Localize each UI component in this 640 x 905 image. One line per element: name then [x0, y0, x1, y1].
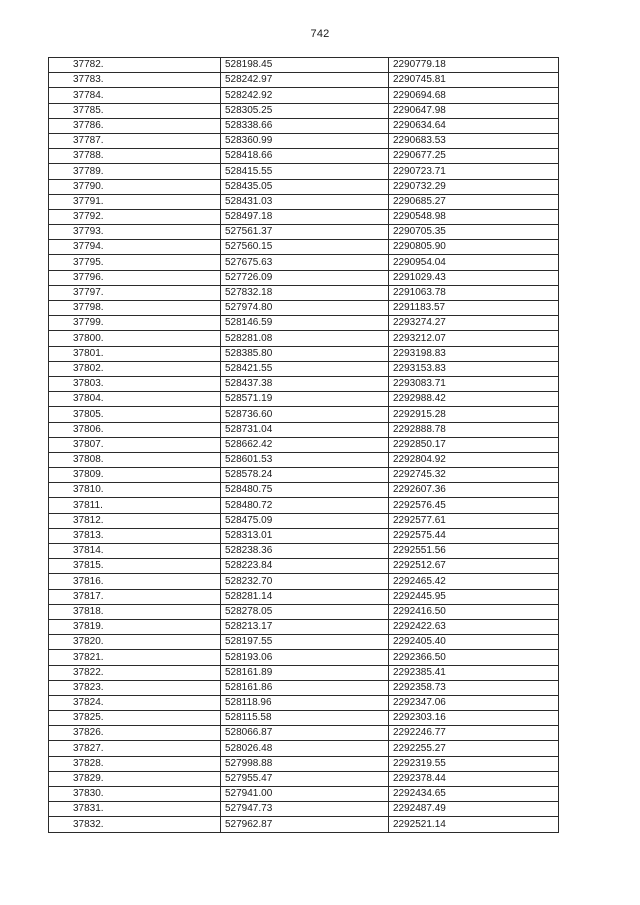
y-coordinate-cell: 2291183.57	[389, 301, 559, 316]
y-coordinate-cell: 2290954.04	[389, 255, 559, 270]
point-number-cell: 37783.	[49, 73, 221, 88]
y-coordinate-cell: 2290705.35	[389, 225, 559, 240]
x-coordinate-cell: 528223.84	[221, 559, 389, 574]
x-coordinate-cell: 527675.63	[221, 255, 389, 270]
x-coordinate-cell: 527962.87	[221, 817, 389, 832]
x-coordinate-cell: 528415.55	[221, 164, 389, 179]
y-coordinate-cell: 2292445.95	[389, 589, 559, 604]
y-coordinate-cell: 2292804.92	[389, 452, 559, 467]
table-row	[49, 468, 559, 483]
point-number-cell: 37800.	[49, 331, 221, 346]
table-row	[49, 771, 559, 786]
table-row	[49, 149, 559, 164]
point-number-cell: 37795.	[49, 255, 221, 270]
table-row	[49, 802, 559, 817]
point-number-cell: 37830.	[49, 787, 221, 802]
x-coordinate-cell: 528421.55	[221, 361, 389, 376]
point-number-cell: 37806.	[49, 422, 221, 437]
y-coordinate-cell: 2292745.32	[389, 468, 559, 483]
x-coordinate-cell: 528161.89	[221, 665, 389, 680]
x-coordinate-cell: 527560.15	[221, 240, 389, 255]
table-row	[49, 164, 559, 179]
table-row	[49, 665, 559, 680]
point-number-cell: 37803.	[49, 376, 221, 391]
x-coordinate-cell: 528578.24	[221, 468, 389, 483]
y-coordinate-cell: 2292378.44	[389, 771, 559, 786]
y-coordinate-cell: 2292487.49	[389, 802, 559, 817]
point-number-cell: 37811.	[49, 498, 221, 513]
point-number-cell: 37829.	[49, 771, 221, 786]
x-coordinate-cell: 528731.04	[221, 422, 389, 437]
point-number-cell: 37819.	[49, 619, 221, 634]
y-coordinate-cell: 2290683.53	[389, 133, 559, 148]
y-coordinate-cell: 2293153.83	[389, 361, 559, 376]
x-coordinate-cell: 528571.19	[221, 392, 389, 407]
table-row	[49, 73, 559, 88]
y-coordinate-cell: 2290723.71	[389, 164, 559, 179]
y-coordinate-cell: 2290677.25	[389, 149, 559, 164]
x-coordinate-cell: 528437.38	[221, 376, 389, 391]
table-row	[49, 619, 559, 634]
y-coordinate-cell: 2290685.27	[389, 194, 559, 209]
point-number-cell: 37807.	[49, 437, 221, 452]
table-row	[49, 88, 559, 103]
x-coordinate-cell: 527974.80	[221, 301, 389, 316]
y-coordinate-cell: 2293198.83	[389, 346, 559, 361]
y-coordinate-cell: 2292405.40	[389, 635, 559, 650]
point-number-cell: 37812.	[49, 513, 221, 528]
y-coordinate-cell: 2292246.77	[389, 726, 559, 741]
y-coordinate-cell: 2290548.98	[389, 209, 559, 224]
x-coordinate-cell: 527998.88	[221, 756, 389, 771]
x-coordinate-cell: 528146.59	[221, 316, 389, 331]
y-coordinate-cell: 2290694.68	[389, 88, 559, 103]
point-number-cell: 37789.	[49, 164, 221, 179]
point-number-cell: 37814.	[49, 544, 221, 559]
point-number-cell: 37801.	[49, 346, 221, 361]
table-row	[49, 635, 559, 650]
y-coordinate-cell: 2292521.14	[389, 817, 559, 832]
y-coordinate-cell: 2290745.81	[389, 73, 559, 88]
x-coordinate-cell: 528278.05	[221, 604, 389, 619]
point-number-cell: 37793.	[49, 225, 221, 240]
point-number-cell: 37792.	[49, 209, 221, 224]
y-coordinate-cell: 2292575.44	[389, 528, 559, 543]
table-row	[49, 194, 559, 209]
coordinates-table	[48, 57, 559, 833]
x-coordinate-cell: 528418.66	[221, 149, 389, 164]
y-coordinate-cell: 2291029.43	[389, 270, 559, 285]
point-number-cell: 37808.	[49, 452, 221, 467]
y-coordinate-cell: 2292319.55	[389, 756, 559, 771]
x-coordinate-cell: 528480.72	[221, 498, 389, 513]
y-coordinate-cell: 2293274.27	[389, 316, 559, 331]
point-number-cell: 37785.	[49, 103, 221, 118]
table-row	[49, 437, 559, 452]
table-row	[49, 133, 559, 148]
y-coordinate-cell: 2292915.28	[389, 407, 559, 422]
x-coordinate-cell: 528736.60	[221, 407, 389, 422]
y-coordinate-cell: 2292347.06	[389, 695, 559, 710]
x-coordinate-cell: 528242.92	[221, 88, 389, 103]
table-row	[49, 376, 559, 391]
x-coordinate-cell: 528026.48	[221, 741, 389, 756]
x-coordinate-cell: 528497.18	[221, 209, 389, 224]
table-row	[49, 756, 559, 771]
y-coordinate-cell: 2292577.61	[389, 513, 559, 528]
x-coordinate-cell: 527726.09	[221, 270, 389, 285]
point-number-cell: 37832.	[49, 817, 221, 832]
point-number-cell: 37818.	[49, 604, 221, 619]
x-coordinate-cell: 528305.25	[221, 103, 389, 118]
table-row	[49, 240, 559, 255]
y-coordinate-cell: 2292385.41	[389, 665, 559, 680]
y-coordinate-cell: 2290805.90	[389, 240, 559, 255]
point-number-cell: 37782.	[49, 58, 221, 73]
table-row	[49, 118, 559, 133]
x-coordinate-cell: 528115.58	[221, 711, 389, 726]
x-coordinate-cell: 527561.37	[221, 225, 389, 240]
y-coordinate-cell: 2292512.67	[389, 559, 559, 574]
x-coordinate-cell: 528161.86	[221, 680, 389, 695]
x-coordinate-cell: 528193.06	[221, 650, 389, 665]
table-row	[49, 589, 559, 604]
table-row	[49, 498, 559, 513]
table-row	[49, 209, 559, 224]
y-coordinate-cell: 2292303.16	[389, 711, 559, 726]
x-coordinate-cell: 528242.97	[221, 73, 389, 88]
x-coordinate-cell: 528118.96	[221, 695, 389, 710]
x-coordinate-cell: 527955.47	[221, 771, 389, 786]
y-coordinate-cell: 2290634.64	[389, 118, 559, 133]
table-row	[49, 407, 559, 422]
page-number: 742	[310, 28, 330, 40]
x-coordinate-cell: 528475.09	[221, 513, 389, 528]
y-coordinate-cell: 2292576.45	[389, 498, 559, 513]
point-number-cell: 37826.	[49, 726, 221, 741]
point-number-cell: 37822.	[49, 665, 221, 680]
point-number-cell: 37799.	[49, 316, 221, 331]
y-coordinate-cell: 2292551.56	[389, 544, 559, 559]
table-row	[49, 285, 559, 300]
y-coordinate-cell: 2292850.17	[389, 437, 559, 452]
coordinates-table-body	[49, 58, 559, 833]
y-coordinate-cell: 2292255.27	[389, 741, 559, 756]
point-number-cell: 37790.	[49, 179, 221, 194]
x-coordinate-cell: 528198.45	[221, 58, 389, 73]
point-number-cell: 37786.	[49, 118, 221, 133]
x-coordinate-cell: 528313.01	[221, 528, 389, 543]
table-row	[49, 711, 559, 726]
table-row	[49, 179, 559, 194]
table-row	[49, 741, 559, 756]
point-number-cell: 37817.	[49, 589, 221, 604]
table-row	[49, 452, 559, 467]
y-coordinate-cell: 2292465.42	[389, 574, 559, 589]
point-number-cell: 37791.	[49, 194, 221, 209]
x-coordinate-cell: 528197.55	[221, 635, 389, 650]
x-coordinate-cell: 528385.80	[221, 346, 389, 361]
point-number-cell: 37813.	[49, 528, 221, 543]
table-row	[49, 301, 559, 316]
x-coordinate-cell: 528601.53	[221, 452, 389, 467]
x-coordinate-cell: 527947.73	[221, 802, 389, 817]
point-number-cell: 37821.	[49, 650, 221, 665]
x-coordinate-cell: 528662.42	[221, 437, 389, 452]
y-coordinate-cell: 2291063.78	[389, 285, 559, 300]
x-coordinate-cell: 528066.87	[221, 726, 389, 741]
table-row	[49, 316, 559, 331]
y-coordinate-cell: 2292434.65	[389, 787, 559, 802]
point-number-cell: 37810.	[49, 483, 221, 498]
point-number-cell: 37784.	[49, 88, 221, 103]
table-row	[49, 361, 559, 376]
x-coordinate-cell: 528238.36	[221, 544, 389, 559]
point-number-cell: 37805.	[49, 407, 221, 422]
point-number-cell: 37797.	[49, 285, 221, 300]
table-row	[49, 559, 559, 574]
table-row	[49, 422, 559, 437]
y-coordinate-cell: 2292422.63	[389, 619, 559, 634]
x-coordinate-cell: 528213.17	[221, 619, 389, 634]
table-row	[49, 787, 559, 802]
table-row	[49, 225, 559, 240]
y-coordinate-cell: 2292358.73	[389, 680, 559, 695]
y-coordinate-cell: 2292607.36	[389, 483, 559, 498]
point-number-cell: 37794.	[49, 240, 221, 255]
point-number-cell: 37787.	[49, 133, 221, 148]
table-row	[49, 726, 559, 741]
point-number-cell: 37815.	[49, 559, 221, 574]
point-number-cell: 37831.	[49, 802, 221, 817]
x-coordinate-cell: 528281.14	[221, 589, 389, 604]
table-row	[49, 604, 559, 619]
x-coordinate-cell: 528480.75	[221, 483, 389, 498]
y-coordinate-cell: 2292416.50	[389, 604, 559, 619]
y-coordinate-cell: 2292888.78	[389, 422, 559, 437]
x-coordinate-cell: 527832.18	[221, 285, 389, 300]
y-coordinate-cell: 2292988.42	[389, 392, 559, 407]
point-number-cell: 37788.	[49, 149, 221, 164]
table-row	[49, 58, 559, 73]
table-row	[49, 346, 559, 361]
point-number-cell: 37809.	[49, 468, 221, 483]
table-row	[49, 483, 559, 498]
y-coordinate-cell: 2290732.29	[389, 179, 559, 194]
table-row	[49, 270, 559, 285]
point-number-cell: 37825.	[49, 711, 221, 726]
table-row	[49, 817, 559, 832]
table-row	[49, 574, 559, 589]
table-row	[49, 680, 559, 695]
x-coordinate-cell: 528281.08	[221, 331, 389, 346]
y-coordinate-cell: 2290779.18	[389, 58, 559, 73]
point-number-cell: 37798.	[49, 301, 221, 316]
table-row	[49, 695, 559, 710]
point-number-cell: 37820.	[49, 635, 221, 650]
point-number-cell: 37828.	[49, 756, 221, 771]
table-row	[49, 513, 559, 528]
x-coordinate-cell: 528338.66	[221, 118, 389, 133]
y-coordinate-cell: 2290647.98	[389, 103, 559, 118]
x-coordinate-cell: 528431.03	[221, 194, 389, 209]
table-row	[49, 255, 559, 270]
table-row	[49, 103, 559, 118]
x-coordinate-cell: 528232.70	[221, 574, 389, 589]
y-coordinate-cell: 2293212.07	[389, 331, 559, 346]
x-coordinate-cell: 527941.00	[221, 787, 389, 802]
table-row	[49, 650, 559, 665]
y-coordinate-cell: 2292366.50	[389, 650, 559, 665]
table-row	[49, 544, 559, 559]
point-number-cell: 37804.	[49, 392, 221, 407]
table-row	[49, 528, 559, 543]
point-number-cell: 37796.	[49, 270, 221, 285]
point-number-cell: 37823.	[49, 680, 221, 695]
y-coordinate-cell: 2293083.71	[389, 376, 559, 391]
x-coordinate-cell: 528435.05	[221, 179, 389, 194]
table-row	[49, 331, 559, 346]
x-coordinate-cell: 528360.99	[221, 133, 389, 148]
point-number-cell: 37827.	[49, 741, 221, 756]
point-number-cell: 37824.	[49, 695, 221, 710]
point-number-cell: 37802.	[49, 361, 221, 376]
point-number-cell: 37816.	[49, 574, 221, 589]
table-row	[49, 392, 559, 407]
